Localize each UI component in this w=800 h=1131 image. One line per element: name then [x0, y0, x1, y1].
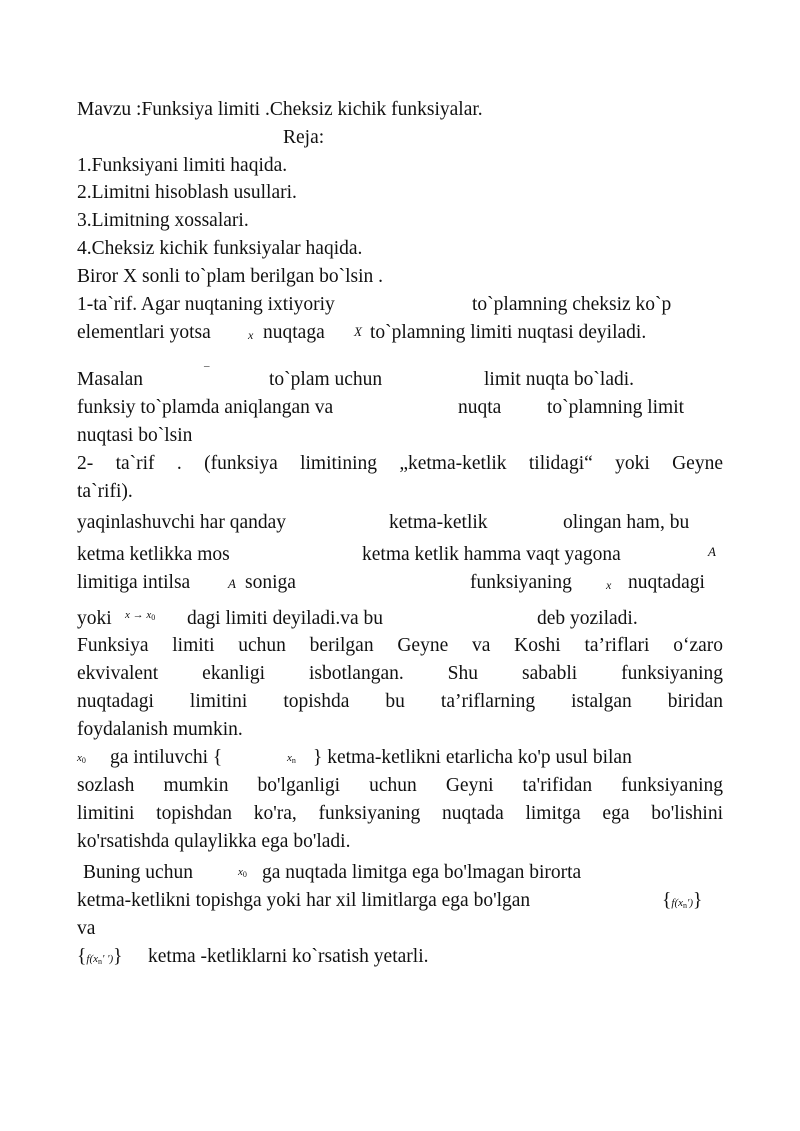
intro-text: Biror X sonli to`plam berilgan bo`lsin . — [77, 266, 384, 287]
def1-text: to`plamning limiti nuqtasi deyiladi. — [370, 322, 647, 343]
paragraph-line: ekvivalent ekanligi isbotlangan. Shu sababli funksiyaning — [77, 663, 723, 684]
math-symbol: x — [248, 328, 254, 342]
def2-text: deb yoziladi. — [537, 608, 638, 629]
def2-text: ketma ketlik hamma vaqt yagona — [362, 544, 621, 565]
math-symbol: – — [204, 360, 210, 372]
def2-text: yoki — [77, 608, 112, 629]
paragraph-line: ga nuqtada limitga ega bo'lmagan birorta — [262, 862, 582, 883]
page-title: Mavzu :Funksiya limiti .Cheksiz kichik funksiyalar. — [77, 99, 483, 120]
def1-text: elementlari yotsa — [77, 322, 211, 343]
example-text: funksiy to`plamda aniqlangan va — [77, 397, 334, 418]
def2-text: ta`rifi). — [77, 481, 133, 502]
example-text: nuqta — [458, 397, 502, 418]
def2-text: nuqtadagi — [628, 572, 705, 593]
def2-text: ketma ketlikka mos — [77, 544, 230, 565]
def2-text: olingan ham, bu — [563, 512, 690, 533]
paragraph-line: ketma -ketliklarni ko`rsatish yetarli. — [148, 946, 429, 967]
paragraph-line: ga intiluvchi { — [110, 747, 223, 768]
def2-text: dagi limiti deyiladi.va bu — [187, 608, 384, 629]
def1-text: to`plamning cheksiz ko`p — [472, 294, 672, 315]
math-symbol: A — [228, 576, 236, 591]
def2-text: ketma-ketlik — [389, 512, 488, 533]
math-xn: $x_n$ — [287, 752, 296, 765]
example-text: to`plamning limit — [547, 397, 685, 418]
paragraph-line: nuqtadagi limitini topishda bu ta’riflarning istalgan biridan — [77, 691, 723, 712]
math-arrow-expression: $x \to x_0$ — [125, 609, 156, 622]
plan-heading: Reja: — [283, 127, 325, 148]
def2-text: funksiyaning — [470, 572, 572, 593]
def2-text: soniga — [245, 572, 296, 593]
paragraph-line: Funksiya limiti uchun berilgan Geyne va Koshi ta’riflari o‘zaro — [77, 635, 723, 656]
example-text: limit nuqta bo`ladi. — [484, 369, 635, 390]
example-text: to`plam uchun — [269, 369, 383, 390]
math-x0: $x_0$ — [238, 866, 247, 879]
math-f-xn-double-prime: {$f(x_n'$ ')} — [77, 946, 123, 967]
def2-text: 2- ta`rif . (funksiya limitining „ketma-ketlik tilidagi“ yoki Geyne — [77, 453, 723, 474]
paragraph-line: } ketma-ketlikni etarlicha ko'p usul bilan — [313, 747, 632, 768]
def1-text: 1-ta`rif. Agar nuqtaning ixtiyoriy — [77, 294, 335, 315]
plan-item: 2.Limitni hisoblash usullari. — [77, 182, 297, 203]
def2-text: limitiga intilsa — [77, 572, 191, 593]
math-symbol: x — [606, 578, 612, 592]
def1-text: nuqtaga — [263, 322, 325, 343]
example-text: Masalan — [77, 369, 144, 390]
plan-item: 4.Cheksiz kichik funksiyalar haqida. — [77, 238, 363, 259]
paragraph-line: limitini topishdan ko'ra, funksiyaning nuqtada limitga ega bo'lishini — [77, 803, 723, 824]
math-x0: $x_0$ — [77, 752, 86, 765]
math-f-xn-prime: $\{f(x_n')\}$ — [662, 890, 703, 911]
paragraph-line: ketma-ketlikni topishga yoki har xil limitlarga ega bo'lgan — [77, 890, 531, 911]
paragraph-line: Buning uchun — [83, 862, 193, 883]
plan-item: 1.Funksiyani limiti haqida. — [77, 155, 288, 176]
plan-item: 3.Limitning xossalari. — [77, 210, 249, 231]
paragraph-line: va — [77, 918, 96, 939]
def2-text: yaqinlashuvchi har qanday — [77, 512, 287, 533]
paragraph-line: sozlash mumkin bo'lganligi uchun Geyni ta'rifidan funksiyaning — [77, 775, 723, 796]
math-symbol: X — [354, 324, 362, 339]
example-text: nuqtasi bo`lsin — [77, 425, 193, 446]
paragraph-line: foydalanish mumkin. — [77, 719, 243, 740]
paragraph-line: ko'rsatishda qulaylikka ega bo'ladi. — [77, 831, 351, 852]
math-symbol: A — [708, 544, 716, 559]
